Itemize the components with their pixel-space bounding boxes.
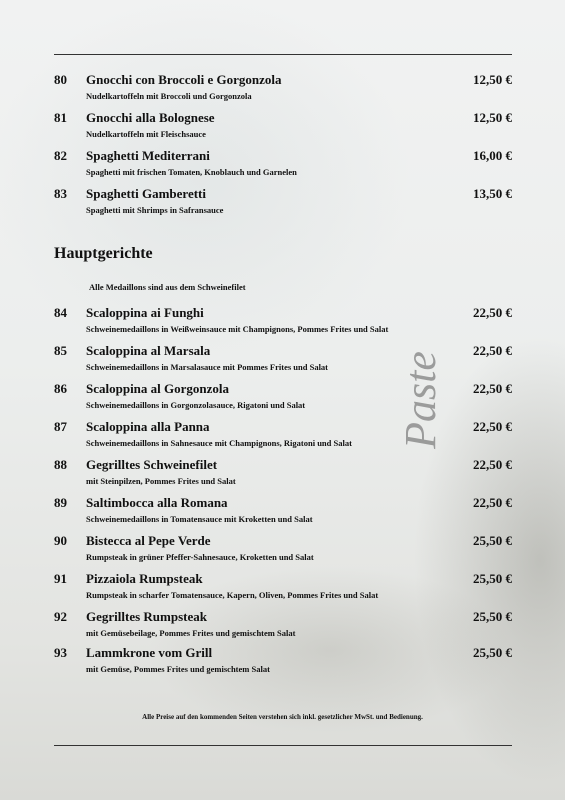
item-description: Schweinemedaillons in Sahnesauce mit Champignons, Rigatoni und Salat — [86, 438, 352, 448]
footer-note: Alle Preise auf den kommenden Seiten verstehen sich inkl. gesetzlicher MwSt. und Bedienung. — [142, 713, 423, 721]
menu-item — [54, 304, 512, 334]
item-number: 93 — [54, 645, 67, 660]
item-number: 81 — [54, 110, 67, 125]
item-name: Lammkrone vom Grill — [86, 645, 213, 660]
item-price: 25,50 € — [473, 533, 512, 548]
item-description: Spaghetti mit Shrimps in Safransauce — [86, 205, 224, 215]
item-number: 87 — [54, 419, 67, 434]
item-number: 84 — [54, 305, 67, 320]
item-name: Bistecca al Pepe Verde — [86, 533, 211, 548]
item-name: Gegrilltes Schweinefilet — [86, 457, 218, 472]
item-name: Saltimbocca alla Romana — [86, 495, 228, 510]
menu-item — [54, 185, 512, 215]
item-number: 83 — [54, 186, 67, 201]
item-number: 89 — [54, 495, 67, 510]
item-price: 22,50 € — [473, 343, 512, 358]
item-description: Schweinemedaillons in Marsalasauce mit Pommes Frites und Salat — [86, 362, 329, 372]
item-name: Gegrilltes Rumpsteak — [86, 609, 207, 624]
section-title: Hauptgerichte — [54, 245, 153, 262]
item-description: mit Gemüse, Pommes Frites und gemischtem Salat — [86, 664, 270, 674]
item-name: Spaghetti Gamberetti — [86, 186, 206, 201]
item-number: 86 — [54, 381, 67, 396]
item-description: Schweinemedaillons in Weißweinsauce mit Champignons, Pommes Frites und Salat — [86, 324, 389, 334]
watermark-text: Paste — [395, 351, 445, 449]
item-name: Scaloppina al Gorgonzola — [86, 381, 230, 396]
item-price: 12,50 € — [473, 110, 512, 125]
item-number: 85 — [54, 343, 67, 358]
menu-item — [54, 494, 512, 524]
menu-item — [54, 147, 512, 177]
item-description: Rumpsteak in grüner Pfeffer-Sahnesauce, Kroketten und Salat — [86, 552, 314, 562]
item-price: 13,50 € — [473, 186, 512, 201]
item-description: Schweinemedaillons in Gorgonzolasauce, Rigatoni und Salat — [86, 400, 306, 410]
item-price: 25,50 € — [473, 609, 512, 624]
item-number: 91 — [54, 571, 67, 586]
section-note: Alle Medaillons sind aus dem Schweinefilet — [89, 282, 246, 292]
menu-item — [54, 608, 512, 638]
item-number: 82 — [54, 148, 67, 163]
item-name: Scaloppina ai Funghi — [86, 305, 204, 320]
item-price: 16,00 € — [473, 148, 512, 163]
menu-item — [54, 456, 512, 486]
menu-item — [54, 570, 512, 600]
item-description: Nudelkartoffeln mit Fleischsauce — [86, 129, 206, 139]
item-name: Spaghetti Mediterrani — [86, 148, 210, 163]
menu-item — [54, 71, 512, 101]
item-description: Rumpsteak in scharfer Tomatensauce, Kapern, Oliven, Pommes Frites und Salat — [86, 590, 379, 600]
item-price: 22,50 € — [473, 305, 512, 320]
item-name: Scaloppina alla Panna — [86, 419, 210, 434]
bottom-rule — [54, 745, 512, 746]
item-price: 22,50 € — [473, 457, 512, 472]
item-price: 25,50 € — [473, 645, 512, 660]
menu-item — [54, 532, 512, 562]
item-name: Scaloppina al Marsala — [86, 343, 211, 358]
item-description: mit Steinpilzen, Pommes Frites und Salat — [86, 476, 236, 486]
item-name: Pizzaiola Rumpsteak — [86, 571, 203, 586]
menu-item — [54, 644, 512, 674]
item-name: Gnocchi alla Bolognese — [86, 110, 215, 125]
item-description: Schweinemedaillons in Tomatensauce mit Kroketten und Salat — [86, 514, 313, 524]
top-rule — [54, 54, 512, 55]
item-number: 90 — [54, 533, 67, 548]
item-description: Spaghetti mit frischen Tomaten, Knoblauch und Garnelen — [86, 167, 297, 177]
item-price: 22,50 € — [473, 381, 512, 396]
item-price: 22,50 € — [473, 495, 512, 510]
item-description: mit Gemüsebeilage, Pommes Frites und gemischtem Salat — [86, 628, 296, 638]
item-price: 25,50 € — [473, 571, 512, 586]
item-name: Gnocchi con Broccoli e Gorgonzola — [86, 72, 282, 87]
item-number: 88 — [54, 457, 67, 472]
menu-item — [54, 109, 512, 139]
item-price: 12,50 € — [473, 72, 512, 87]
item-number: 92 — [54, 609, 67, 624]
item-description: Nudelkartoffeln mit Broccoli und Gorgonzola — [86, 91, 252, 101]
item-number: 80 — [54, 72, 67, 87]
item-price: 22,50 € — [473, 419, 512, 434]
